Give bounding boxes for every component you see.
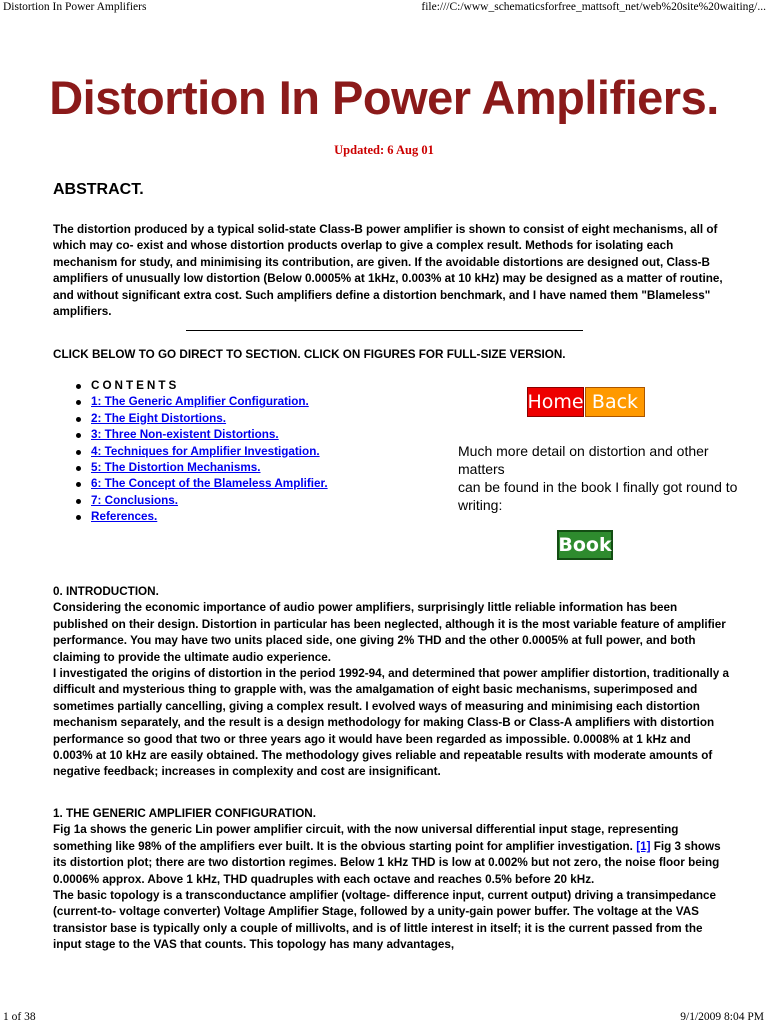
- abstract-text: The distortion produced by a typical solid-state Class-B power amplifier is shown to consist of eight mechanisms, all of which may co- exist and whose distortion products overlap to give a complex result. Methods for isolating each mechanism for study, and minimising its contribution, are given. If the avoidable distortions are designed out, Class-B amplifiers of unusually low distortion (Below 0.0005% at 1kHz, 0.003% at 10 kHz) may be designed as a matter of routine, and without significant extra cost. Such amplifiers define a distortion benchmark, and I have named them "Blameless" amplifiers.: [53, 223, 723, 319]
- book-button[interactable]: Book: [557, 530, 613, 560]
- page-count: 1 of 38: [3, 1011, 36, 1023]
- header-page-title: Distortion In Power Amplifiers: [3, 1, 147, 13]
- section-1: [53, 806, 733, 954]
- section-1-paragraph-2: The basic topology is a transconductance amplifier (voltage- difference input, current output) driving a transimpedance (current-to- voltage converter) Voltage Amplifier Stage, followed by a unity-gain power buffer. The voltage at the VAS transistor base is typically only a couple of millivolts, and is of little interest in itself; it is the current passed from the input stage to the VAS that counts. This topology has many advantages,: [53, 889, 717, 952]
- introduction-section: [53, 584, 733, 781]
- page-title: Distortion In Power Amplifiers.: [49, 71, 719, 124]
- contents-heading: CONTENTS: [76, 378, 328, 394]
- book-promo-text: [458, 442, 748, 514]
- list-item: [76, 444, 328, 460]
- list-item: [76, 509, 328, 525]
- reference-link-1[interactable]: [1]: [636, 839, 651, 853]
- list-item: [76, 493, 328, 509]
- header-file-path: file:///C:/www_schematicsforfree_mattsoft_net/web%20site%20waiting/...: [421, 1, 766, 13]
- contents-link-references[interactable]: References.: [91, 510, 158, 524]
- print-timestamp: 9/1/2009 8:04 PM: [680, 1011, 764, 1023]
- print-footer: [0, 1010, 768, 1024]
- list-item: [76, 394, 328, 410]
- contents-link-5[interactable]: 5: The Distortion Mechanisms.: [91, 461, 261, 475]
- book-promo-line-2: can be found in the book I finally got round to writing:: [458, 479, 738, 513]
- contents-link-7[interactable]: 7: Conclusions.: [91, 493, 179, 507]
- section-1-heading: 1. THE GENERIC AMPLIFIER CONFIGURATION.: [53, 807, 316, 820]
- introduction-paragraph-2: I investigated the origins of distortion in the period 1992-94, and determined that power amplifier distortion, traditionally a difficult and mysterious thing to grapple with, was the amalgamation of eight basic mechanisms, superimposed and sometimes partially cancelling, giving a complex result. I evolved ways of measuring and minimising each distortion mechanism separately, and the result is a design methodology for making Class-B or Class-A amplifiers with distortion performance so good that two or three years ago it would have been regarded as impossible. 0.0008% at 1 kHz and 0.003% at 10 kHz are easily obtained. The methodology gives reliable and repeatable results with moderate amounts of negative feedback; increases in complexity and cost are insignificant.: [53, 667, 730, 779]
- contents-link-2[interactable]: 2: The Eight Distortions.: [91, 411, 227, 425]
- horizontal-rule: [186, 330, 583, 331]
- navigation-instruction: CLICK BELOW TO GO DIRECT TO SECTION. CLICK ON FIGURES FOR FULL-SIZE VERSION.: [53, 348, 566, 361]
- book-promo-line-1: Much more detail on distortion and other matters: [458, 443, 709, 477]
- contents-link-6[interactable]: 6: The Concept of the Blameless Amplifier.: [91, 477, 328, 491]
- list-item: [76, 411, 328, 427]
- introduction-paragraph-1: Considering the economic importance of audio power amplifiers, surprisingly little reliable information has been published on their design. Distortion in particular has been neglected, although it is the most variable feature of amplifier performance. You may have two units placed side, one giving 2% THD and the other 0.0005% at full power, and both claiming to provide the ultimate audio experience.: [53, 601, 726, 664]
- abstract-heading: ABSTRACT.: [53, 181, 144, 198]
- list-item: [76, 476, 328, 492]
- back-button[interactable]: Back: [585, 387, 645, 417]
- contents-link-1[interactable]: 1: The Generic Amplifier Configuration.: [91, 395, 309, 409]
- updated-date: Updated: 6 Aug 01: [334, 143, 434, 157]
- contents-link-4[interactable]: 4: Techniques for Amplifier Investigation.: [91, 444, 320, 458]
- list-item: [76, 460, 328, 476]
- contents-link-3[interactable]: 3: Three Non-existent Distortions.: [91, 428, 279, 442]
- introduction-heading: 0. INTRODUCTION.: [53, 585, 159, 598]
- print-header: [0, 0, 768, 14]
- home-button[interactable]: Home: [527, 387, 584, 417]
- section-1-paragraph-1: Fig 1a shows the generic Lin power amplifier circuit, with the now universal differential input stage, representing something like 98% of the amplifiers ever built. It is the obvious starting point for amplifier investigation. [1] Fig 3 shows its distortion plot; there are two distortion regimes. Below 1 kHz THD is low at 0.002% but not zero, the noise floor being 0.0006% approx. Above 1 kHz, THD quadruples with each octave and reaches 0.5% before 20 kHz.: [53, 823, 721, 886]
- contents-list: [76, 378, 328, 526]
- list-item: [76, 427, 328, 443]
